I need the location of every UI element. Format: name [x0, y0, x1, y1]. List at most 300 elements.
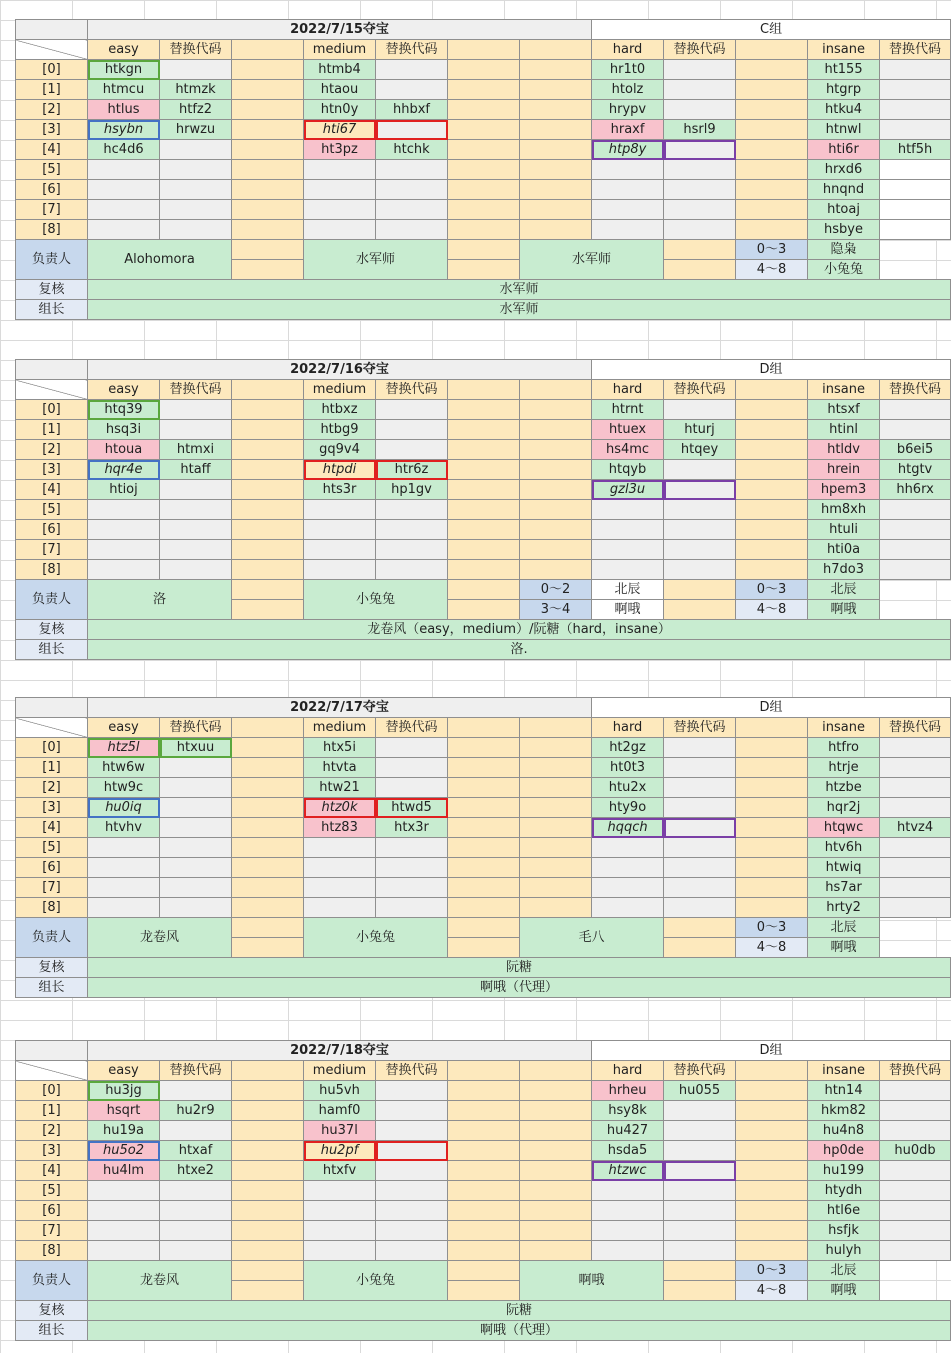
insane-cell[interactable]: hrty2	[808, 898, 880, 918]
insane-cell[interactable]: htgrp	[808, 80, 880, 100]
owner-insane-name[interactable]: 啊哦	[808, 1281, 880, 1301]
easy-code-cell[interactable]: hu2r9	[160, 1101, 232, 1121]
owner-medium[interactable]: 小兔兔	[304, 918, 448, 958]
hard-cell[interactable]: hs4mc	[592, 440, 664, 460]
header-hard[interactable]: hard	[592, 380, 664, 400]
insane-cell[interactable]: hsbye	[808, 220, 880, 240]
owner-insane-name[interactable]: 啊哦	[808, 600, 880, 620]
insane-code-cell[interactable]: b6ei5	[880, 440, 951, 460]
hard-cell[interactable]	[592, 1221, 664, 1241]
group-label[interactable]: D组	[592, 360, 951, 380]
medium-code-cell[interactable]	[376, 540, 448, 560]
header-code[interactable]: 替换代码	[664, 718, 736, 738]
insane-code-cell[interactable]	[880, 1181, 951, 1201]
easy-cell[interactable]: hc4d6	[88, 140, 160, 160]
hard-cell[interactable]	[592, 1181, 664, 1201]
medium-code-cell[interactable]	[376, 1161, 448, 1181]
medium-cell[interactable]: htz83	[304, 818, 376, 838]
easy-cell[interactable]: htw6w	[88, 758, 160, 778]
medium-code-cell[interactable]	[376, 898, 448, 918]
medium-code-cell[interactable]	[376, 560, 448, 580]
medium-cell[interactable]: htxfv	[304, 1161, 376, 1181]
hard-code-cell[interactable]	[664, 80, 736, 100]
insane-code-cell[interactable]	[880, 758, 951, 778]
header-code[interactable]: 替换代码	[880, 1061, 951, 1081]
insane-code-cell[interactable]	[880, 1161, 951, 1181]
medium-code-cell[interactable]	[376, 500, 448, 520]
easy-code-cell[interactable]	[160, 818, 232, 838]
hard-cell[interactable]: ht0t3	[592, 758, 664, 778]
hard-cell[interactable]: htuex	[592, 420, 664, 440]
easy-code-cell[interactable]: htmxi	[160, 440, 232, 460]
owner-insane-name[interactable]: 北辰	[808, 1261, 880, 1281]
medium-code-cell[interactable]: hhbxf	[376, 100, 448, 120]
easy-code-cell[interactable]	[160, 60, 232, 80]
owner-insane-range[interactable]: 4～8	[736, 1281, 808, 1301]
easy-cell[interactable]: hu19a	[88, 1121, 160, 1141]
medium-cell[interactable]	[304, 220, 376, 240]
insane-code-cell[interactable]	[880, 1201, 951, 1221]
leader-value[interactable]: 啊哦（代理）	[88, 978, 951, 998]
medium-code-cell[interactable]	[376, 1201, 448, 1221]
header-code[interactable]: 替换代码	[880, 40, 951, 60]
easy-cell[interactable]: htvhv	[88, 818, 160, 838]
easy-cell[interactable]: hu5o2	[88, 1141, 160, 1161]
hard-cell[interactable]: hraxf	[592, 120, 664, 140]
medium-cell[interactable]: htbxz	[304, 400, 376, 420]
insane-code-cell[interactable]: htvz4	[880, 818, 951, 838]
hard-cell[interactable]	[592, 858, 664, 878]
medium-cell[interactable]	[304, 500, 376, 520]
insane-cell[interactable]: hp0de	[808, 1141, 880, 1161]
insane-cell[interactable]: hrein	[808, 460, 880, 480]
insane-cell[interactable]: htoaj	[808, 200, 880, 220]
owner-hard-name[interactable]: 北辰	[592, 580, 664, 600]
hard-code-cell[interactable]	[664, 160, 736, 180]
header-code[interactable]: 替换代码	[880, 380, 951, 400]
insane-cell[interactable]: htzbe	[808, 778, 880, 798]
hard-code-cell[interactable]	[664, 100, 736, 120]
insane-cell[interactable]: hti6r	[808, 140, 880, 160]
medium-code-cell[interactable]	[376, 838, 448, 858]
hard-code-cell[interactable]	[664, 1141, 736, 1161]
hard-cell[interactable]: hu427	[592, 1121, 664, 1141]
owner-easy[interactable]: 龙卷风	[88, 918, 232, 958]
medium-code-cell[interactable]	[376, 220, 448, 240]
medium-cell[interactable]: hti67	[304, 120, 376, 140]
leader-value[interactable]: 啊哦（代理）	[88, 1321, 951, 1341]
owner-easy[interactable]: 龙卷风	[88, 1261, 232, 1301]
owner-insane-range[interactable]: 0～3	[736, 918, 808, 938]
table-title[interactable]: 2022/7/18夺宝	[88, 1041, 592, 1061]
hard-cell[interactable]	[592, 560, 664, 580]
insane-cell[interactable]: hti0a	[808, 540, 880, 560]
hard-code-cell[interactable]	[664, 878, 736, 898]
easy-code-cell[interactable]	[160, 500, 232, 520]
medium-cell[interactable]	[304, 838, 376, 858]
medium-cell[interactable]	[304, 180, 376, 200]
hard-cell[interactable]	[592, 220, 664, 240]
easy-cell[interactable]: htoua	[88, 440, 160, 460]
easy-code-cell[interactable]	[160, 520, 232, 540]
easy-cell[interactable]	[88, 500, 160, 520]
medium-cell[interactable]	[304, 520, 376, 540]
easy-cell[interactable]	[88, 520, 160, 540]
easy-cell[interactable]: htioj	[88, 480, 160, 500]
hard-code-cell[interactable]	[664, 738, 736, 758]
insane-code-cell[interactable]	[880, 878, 951, 898]
easy-cell[interactable]	[88, 1221, 160, 1241]
medium-code-cell[interactable]: htwd5	[376, 798, 448, 818]
insane-cell[interactable]: htldv	[808, 440, 880, 460]
header-hard[interactable]: hard	[592, 40, 664, 60]
hard-code-cell[interactable]	[664, 400, 736, 420]
easy-code-cell[interactable]	[160, 1081, 232, 1101]
header-medium[interactable]: medium	[304, 380, 376, 400]
medium-cell[interactable]	[304, 160, 376, 180]
insane-code-cell[interactable]	[880, 540, 951, 560]
header-code[interactable]: 替换代码	[376, 1061, 448, 1081]
medium-cell[interactable]: htbg9	[304, 420, 376, 440]
hard-code-cell[interactable]	[664, 858, 736, 878]
hard-cell[interactable]: htolz	[592, 80, 664, 100]
easy-cell[interactable]: htmcu	[88, 80, 160, 100]
medium-cell[interactable]	[304, 1241, 376, 1261]
table-title[interactable]: 2022/7/15夺宝	[88, 20, 592, 40]
easy-cell[interactable]	[88, 560, 160, 580]
hard-code-cell[interactable]	[664, 60, 736, 80]
hard-code-cell[interactable]	[664, 758, 736, 778]
insane-cell[interactable]: htl6e	[808, 1201, 880, 1221]
easy-code-cell[interactable]	[160, 1201, 232, 1221]
owner-medium[interactable]: 小兔兔	[304, 1261, 448, 1301]
easy-code-cell[interactable]: htmzk	[160, 80, 232, 100]
medium-cell[interactable]	[304, 1201, 376, 1221]
insane-cell[interactable]: htuli	[808, 520, 880, 540]
table-title[interactable]: 2022/7/16夺宝	[88, 360, 592, 380]
insane-cell[interactable]: hkm82	[808, 1101, 880, 1121]
header-medium[interactable]: medium	[304, 1061, 376, 1081]
easy-cell[interactable]	[88, 200, 160, 220]
medium-cell[interactable]: hu37l	[304, 1121, 376, 1141]
header-hard[interactable]: hard	[592, 718, 664, 738]
owner-insane-name[interactable]: 啊哦	[808, 938, 880, 958]
medium-code-cell[interactable]	[376, 1181, 448, 1201]
header-code[interactable]: 替换代码	[376, 40, 448, 60]
hard-code-cell[interactable]	[664, 460, 736, 480]
easy-cell[interactable]: hsybn	[88, 120, 160, 140]
insane-cell[interactable]: hulyh	[808, 1241, 880, 1261]
header-easy[interactable]: easy	[88, 1061, 160, 1081]
easy-code-cell[interactable]	[160, 200, 232, 220]
insane-cell[interactable]: htqwc	[808, 818, 880, 838]
header-easy[interactable]: easy	[88, 40, 160, 60]
easy-code-cell[interactable]	[160, 838, 232, 858]
medium-cell[interactable]: gq9v4	[304, 440, 376, 460]
owner-insane-name[interactable]: 北辰	[808, 918, 880, 938]
hard-cell[interactable]: hrheu	[592, 1081, 664, 1101]
group-label[interactable]: D组	[592, 698, 951, 718]
insane-code-cell[interactable]	[880, 778, 951, 798]
insane-code-cell[interactable]: hu0db	[880, 1141, 951, 1161]
header-code[interactable]: 替换代码	[664, 1061, 736, 1081]
insane-cell[interactable]: hqr2j	[808, 798, 880, 818]
insane-cell[interactable]: htv6h	[808, 838, 880, 858]
header-medium[interactable]: medium	[304, 718, 376, 738]
easy-cell[interactable]: hsq3i	[88, 420, 160, 440]
hard-code-cell[interactable]	[664, 898, 736, 918]
insane-code-cell[interactable]	[880, 200, 951, 220]
medium-code-cell[interactable]	[376, 200, 448, 220]
header-insane[interactable]: insane	[808, 1061, 880, 1081]
easy-cell[interactable]	[88, 838, 160, 858]
easy-cell[interactable]: hu3jg	[88, 1081, 160, 1101]
hard-cell[interactable]	[592, 838, 664, 858]
medium-cell[interactable]: htvta	[304, 758, 376, 778]
leader-value[interactable]: 水军师	[88, 300, 951, 320]
easy-code-cell[interactable]: hrwzu	[160, 120, 232, 140]
easy-cell[interactable]	[88, 1241, 160, 1261]
hard-code-cell[interactable]	[664, 1101, 736, 1121]
hard-code-cell[interactable]	[664, 480, 736, 500]
medium-code-cell[interactable]	[376, 858, 448, 878]
insane-cell[interactable]: h7do3	[808, 560, 880, 580]
hard-code-cell[interactable]	[664, 180, 736, 200]
header-insane[interactable]: insane	[808, 40, 880, 60]
header-code[interactable]: 替换代码	[664, 40, 736, 60]
medium-code-cell[interactable]: htr6z	[376, 460, 448, 480]
table-title[interactable]: 2022/7/17夺宝	[88, 698, 592, 718]
easy-code-cell[interactable]	[160, 1241, 232, 1261]
medium-cell[interactable]: ht3pz	[304, 140, 376, 160]
easy-code-cell[interactable]: htaff	[160, 460, 232, 480]
easy-cell[interactable]	[88, 160, 160, 180]
medium-code-cell[interactable]	[376, 1221, 448, 1241]
hard-code-cell[interactable]	[664, 220, 736, 240]
insane-cell[interactable]: hnqnd	[808, 180, 880, 200]
header-easy[interactable]: easy	[88, 718, 160, 738]
insane-code-cell[interactable]	[880, 1081, 951, 1101]
owner-hard-name[interactable]: 啊哦	[592, 600, 664, 620]
hard-cell[interactable]: hrypv	[592, 100, 664, 120]
insane-code-cell[interactable]	[880, 420, 951, 440]
header-code[interactable]: 替换代码	[160, 1061, 232, 1081]
hard-cell[interactable]: gzl3u	[592, 480, 664, 500]
hard-cell[interactable]: htzwc	[592, 1161, 664, 1181]
insane-cell[interactable]: hu4n8	[808, 1121, 880, 1141]
easy-code-cell[interactable]	[160, 878, 232, 898]
medium-cell[interactable]	[304, 878, 376, 898]
medium-code-cell[interactable]: hp1gv	[376, 480, 448, 500]
hard-cell[interactable]: htp8y	[592, 140, 664, 160]
insane-cell[interactable]: htnwl	[808, 120, 880, 140]
insane-code-cell[interactable]	[880, 100, 951, 120]
hard-cell[interactable]: hsy8k	[592, 1101, 664, 1121]
header-code[interactable]: 替换代码	[160, 40, 232, 60]
owner-insane-range[interactable]: 4～8	[736, 938, 808, 958]
hard-code-cell[interactable]	[664, 540, 736, 560]
insane-cell[interactable]: hsfjk	[808, 1221, 880, 1241]
easy-code-cell[interactable]	[160, 560, 232, 580]
owner-medium[interactable]: 水军师	[304, 240, 448, 280]
owner-easy[interactable]: Alohomora	[88, 240, 232, 280]
insane-code-cell[interactable]: hh6rx	[880, 480, 951, 500]
hard-code-cell[interactable]	[664, 520, 736, 540]
insane-cell[interactable]: htydh	[808, 1181, 880, 1201]
easy-cell[interactable]: htz5l	[88, 738, 160, 758]
medium-code-cell[interactable]	[376, 160, 448, 180]
insane-code-cell[interactable]	[880, 1241, 951, 1261]
medium-code-cell[interactable]: htx3r	[376, 818, 448, 838]
insane-cell[interactable]: ht155	[808, 60, 880, 80]
medium-cell[interactable]: htz0k	[304, 798, 376, 818]
medium-code-cell[interactable]	[376, 420, 448, 440]
medium-cell[interactable]	[304, 540, 376, 560]
hard-cell[interactable]	[592, 500, 664, 520]
medium-cell[interactable]	[304, 1181, 376, 1201]
medium-cell[interactable]	[304, 1221, 376, 1241]
easy-cell[interactable]: hqr4e	[88, 460, 160, 480]
hard-code-cell[interactable]	[664, 1121, 736, 1141]
easy-cell[interactable]	[88, 858, 160, 878]
easy-cell[interactable]	[88, 540, 160, 560]
hard-cell[interactable]: htu2x	[592, 778, 664, 798]
owner-insane-name[interactable]: 隐枭	[808, 240, 880, 260]
easy-cell[interactable]: htq39	[88, 400, 160, 420]
medium-code-cell[interactable]	[376, 440, 448, 460]
insane-code-cell[interactable]: htgtv	[880, 460, 951, 480]
easy-code-cell[interactable]	[160, 778, 232, 798]
owner-insane-range[interactable]: 0～3	[736, 240, 808, 260]
insane-cell[interactable]: htrje	[808, 758, 880, 778]
medium-code-cell[interactable]	[376, 878, 448, 898]
easy-cell[interactable]	[88, 180, 160, 200]
hard-code-cell[interactable]	[664, 500, 736, 520]
insane-code-cell[interactable]	[880, 858, 951, 878]
header-code[interactable]: 替换代码	[376, 718, 448, 738]
insane-code-cell[interactable]	[880, 798, 951, 818]
owner-insane-range[interactable]: 0～3	[736, 1261, 808, 1281]
medium-code-cell[interactable]: htchk	[376, 140, 448, 160]
insane-cell[interactable]: hs7ar	[808, 878, 880, 898]
hard-cell[interactable]	[592, 1241, 664, 1261]
insane-code-cell[interactable]	[880, 80, 951, 100]
easy-code-cell[interactable]	[160, 1181, 232, 1201]
hard-code-cell[interactable]	[664, 1221, 736, 1241]
easy-code-cell[interactable]	[160, 480, 232, 500]
easy-cell[interactable]: htkgn	[88, 60, 160, 80]
owner-medium[interactable]: 小兔兔	[304, 580, 448, 620]
easy-code-cell[interactable]	[160, 400, 232, 420]
medium-cell[interactable]	[304, 200, 376, 220]
owner-hard[interactable]: 啊哦	[520, 1261, 664, 1301]
owner-insane-name[interactable]: 小兔兔	[808, 260, 880, 280]
hard-cell[interactable]: ht2gz	[592, 738, 664, 758]
group-label[interactable]: D组	[592, 1041, 951, 1061]
hard-cell[interactable]	[592, 898, 664, 918]
easy-cell[interactable]	[88, 1201, 160, 1221]
medium-code-cell[interactable]	[376, 1101, 448, 1121]
medium-code-cell[interactable]	[376, 758, 448, 778]
hard-cell[interactable]	[592, 1201, 664, 1221]
hard-code-cell[interactable]: hturj	[664, 420, 736, 440]
easy-cell[interactable]: hsqrt	[88, 1101, 160, 1121]
insane-cell[interactable]: hm8xh	[808, 500, 880, 520]
header-hard[interactable]: hard	[592, 1061, 664, 1081]
hard-cell[interactable]	[592, 160, 664, 180]
medium-cell[interactable]: hu5vh	[304, 1081, 376, 1101]
owner-hard-range[interactable]: 3～4	[520, 600, 592, 620]
hard-code-cell[interactable]	[664, 560, 736, 580]
medium-code-cell[interactable]	[376, 778, 448, 798]
reviewer-value[interactable]: 阮糖	[88, 958, 951, 978]
owner-hard[interactable]: 毛八	[520, 918, 664, 958]
easy-code-cell[interactable]	[160, 898, 232, 918]
hard-code-cell[interactable]	[664, 1161, 736, 1181]
easy-code-cell[interactable]	[160, 140, 232, 160]
hard-cell[interactable]: hqqch	[592, 818, 664, 838]
insane-code-cell[interactable]	[880, 560, 951, 580]
medium-code-cell[interactable]	[376, 120, 448, 140]
insane-code-cell[interactable]	[880, 1121, 951, 1141]
easy-code-cell[interactable]	[160, 160, 232, 180]
medium-code-cell[interactable]	[376, 520, 448, 540]
hard-code-cell[interactable]	[664, 200, 736, 220]
medium-code-cell[interactable]	[376, 1121, 448, 1141]
insane-code-cell[interactable]	[880, 898, 951, 918]
owner-insane-name[interactable]: 北辰	[808, 580, 880, 600]
hard-cell[interactable]: hty9o	[592, 798, 664, 818]
medium-cell[interactable]: htw21	[304, 778, 376, 798]
easy-cell[interactable]: htlus	[88, 100, 160, 120]
medium-code-cell[interactable]	[376, 738, 448, 758]
easy-code-cell[interactable]	[160, 858, 232, 878]
insane-code-cell[interactable]	[880, 160, 951, 180]
easy-cell[interactable]: hu4lm	[88, 1161, 160, 1181]
insane-cell[interactable]: hu199	[808, 1161, 880, 1181]
easy-cell[interactable]	[88, 1181, 160, 1201]
hard-cell[interactable]	[592, 180, 664, 200]
header-code[interactable]: 替换代码	[160, 380, 232, 400]
insane-cell[interactable]: htn14	[808, 1081, 880, 1101]
medium-cell[interactable]: htpdi	[304, 460, 376, 480]
easy-code-cell[interactable]	[160, 798, 232, 818]
insane-code-cell[interactable]	[880, 180, 951, 200]
owner-insane-range[interactable]: 4～8	[736, 260, 808, 280]
header-code[interactable]: 替换代码	[376, 380, 448, 400]
hard-code-cell[interactable]	[664, 1241, 736, 1261]
header-insane[interactable]: insane	[808, 380, 880, 400]
hard-cell[interactable]: htqyb	[592, 460, 664, 480]
easy-code-cell[interactable]: htxaf	[160, 1141, 232, 1161]
owner-insane-range[interactable]: 0～3	[736, 580, 808, 600]
hard-code-cell[interactable]	[664, 778, 736, 798]
hard-cell[interactable]: htrnt	[592, 400, 664, 420]
owner-easy[interactable]: 洛	[88, 580, 232, 620]
insane-code-cell[interactable]	[880, 120, 951, 140]
insane-cell[interactable]: htwiq	[808, 858, 880, 878]
leader-value[interactable]: 洛.	[88, 640, 951, 660]
medium-cell[interactable]	[304, 560, 376, 580]
easy-code-cell[interactable]: htfz2	[160, 100, 232, 120]
medium-cell[interactable]	[304, 858, 376, 878]
medium-cell[interactable]: htx5i	[304, 738, 376, 758]
header-insane[interactable]: insane	[808, 718, 880, 738]
hard-code-cell[interactable]	[664, 1201, 736, 1221]
medium-code-cell[interactable]	[376, 180, 448, 200]
owner-hard[interactable]: 水军师	[520, 240, 664, 280]
hard-cell[interactable]	[592, 520, 664, 540]
